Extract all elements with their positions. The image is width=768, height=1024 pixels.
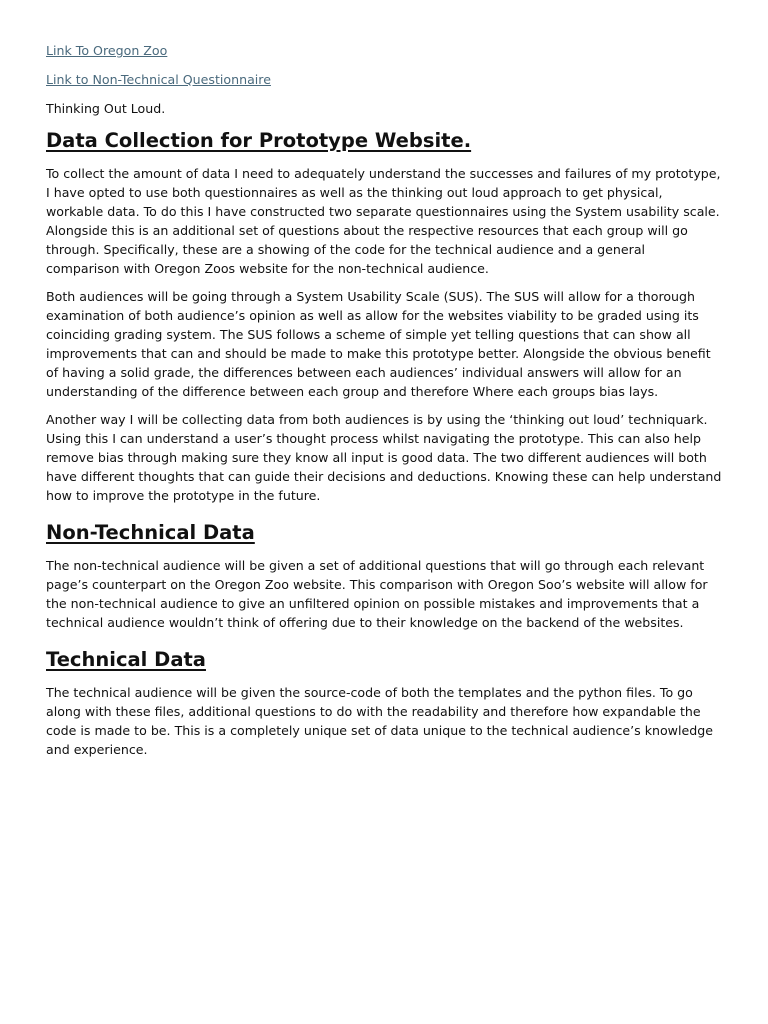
questionnaire-link[interactable]: Link to Non-Technical Questionnaire: [46, 72, 271, 87]
section-heading-technical-data: Technical Data: [46, 648, 206, 671]
paragraph-data-collection-1: To collect the amount of data I need to adequately understand the successes and failures of my prototype, I have opted to use both questionnaires as well as the thinking out loud approach to get physical, workable data. To do this I have constructed two separate questionnaires using the System usability scale. Alongside this is an additional set of questions about the respective resources that each group will go through. Specifically, these are a showing of the code for the technical audience and a general comparison with Oregon Zoos website for the non-technical audience.: [46, 166, 721, 276]
oregon-zoo-link[interactable]: Link To Oregon Zoo: [46, 43, 168, 58]
paragraph-data-collection-2: Both audiences will be going through a System Usability Scale (SUS). The SUS will allow for a thorough examination of both audience’s opinion as well as allow for the websites viability to be graded using its coinciding grading system. The SUS follows a scheme of simple yet telling questions that can show all improvements that can and should be made to make this prototype better. Alongside the obvious benefit of having a solid grade, the differences between each audiences’ individual answers will allow for an understanding of the difference between each group and therefore Where each groups bias lays.: [46, 289, 711, 399]
paragraph-data-collection-3: Another way I will be collecting data from both audiences is by using the ‘thinking out loud’ techniquark. Using this I can understand a user’s thought process whilst navigating the prototype. This can also help remove bias through making sure they know all input is good data. The two different audiences will both have different thoughts that can guide their decisions and deductions. Knowing these can help understand how to improve the prototype in the future.: [46, 412, 722, 503]
paragraph-non-technical-data: The non-technical audience will be given a set of additional questions that will go through each relevant page’s counterpart on the Oregon Zoo website. This comparison with Oregon Soo’s website will allow for the non-technical audience to give an unfiltered opinion on possible mistakes and improvements that a technical audience wouldn’t think of offering due to their knowledge on the backend of the websites.: [46, 558, 708, 630]
section-data-collection: [46, 127, 722, 505]
section-heading-non-technical-data: Non-Technical Data: [46, 521, 255, 544]
section-heading-data-collection: Data Collection for Prototype Website.: [46, 129, 472, 152]
section-technical-data: [46, 646, 722, 759]
intro-text: Thinking Out Loud.: [46, 101, 166, 116]
paragraph-technical-data: The technical audience will be given the source-code of both the templates and the python files. To go along with these files, additional questions to do with the readability and therefore how expandable the code is made to be. This is a completely unique set of data unique to the technical audience’s knowledge and experience.: [46, 685, 713, 757]
section-non-technical-data: [46, 519, 722, 632]
